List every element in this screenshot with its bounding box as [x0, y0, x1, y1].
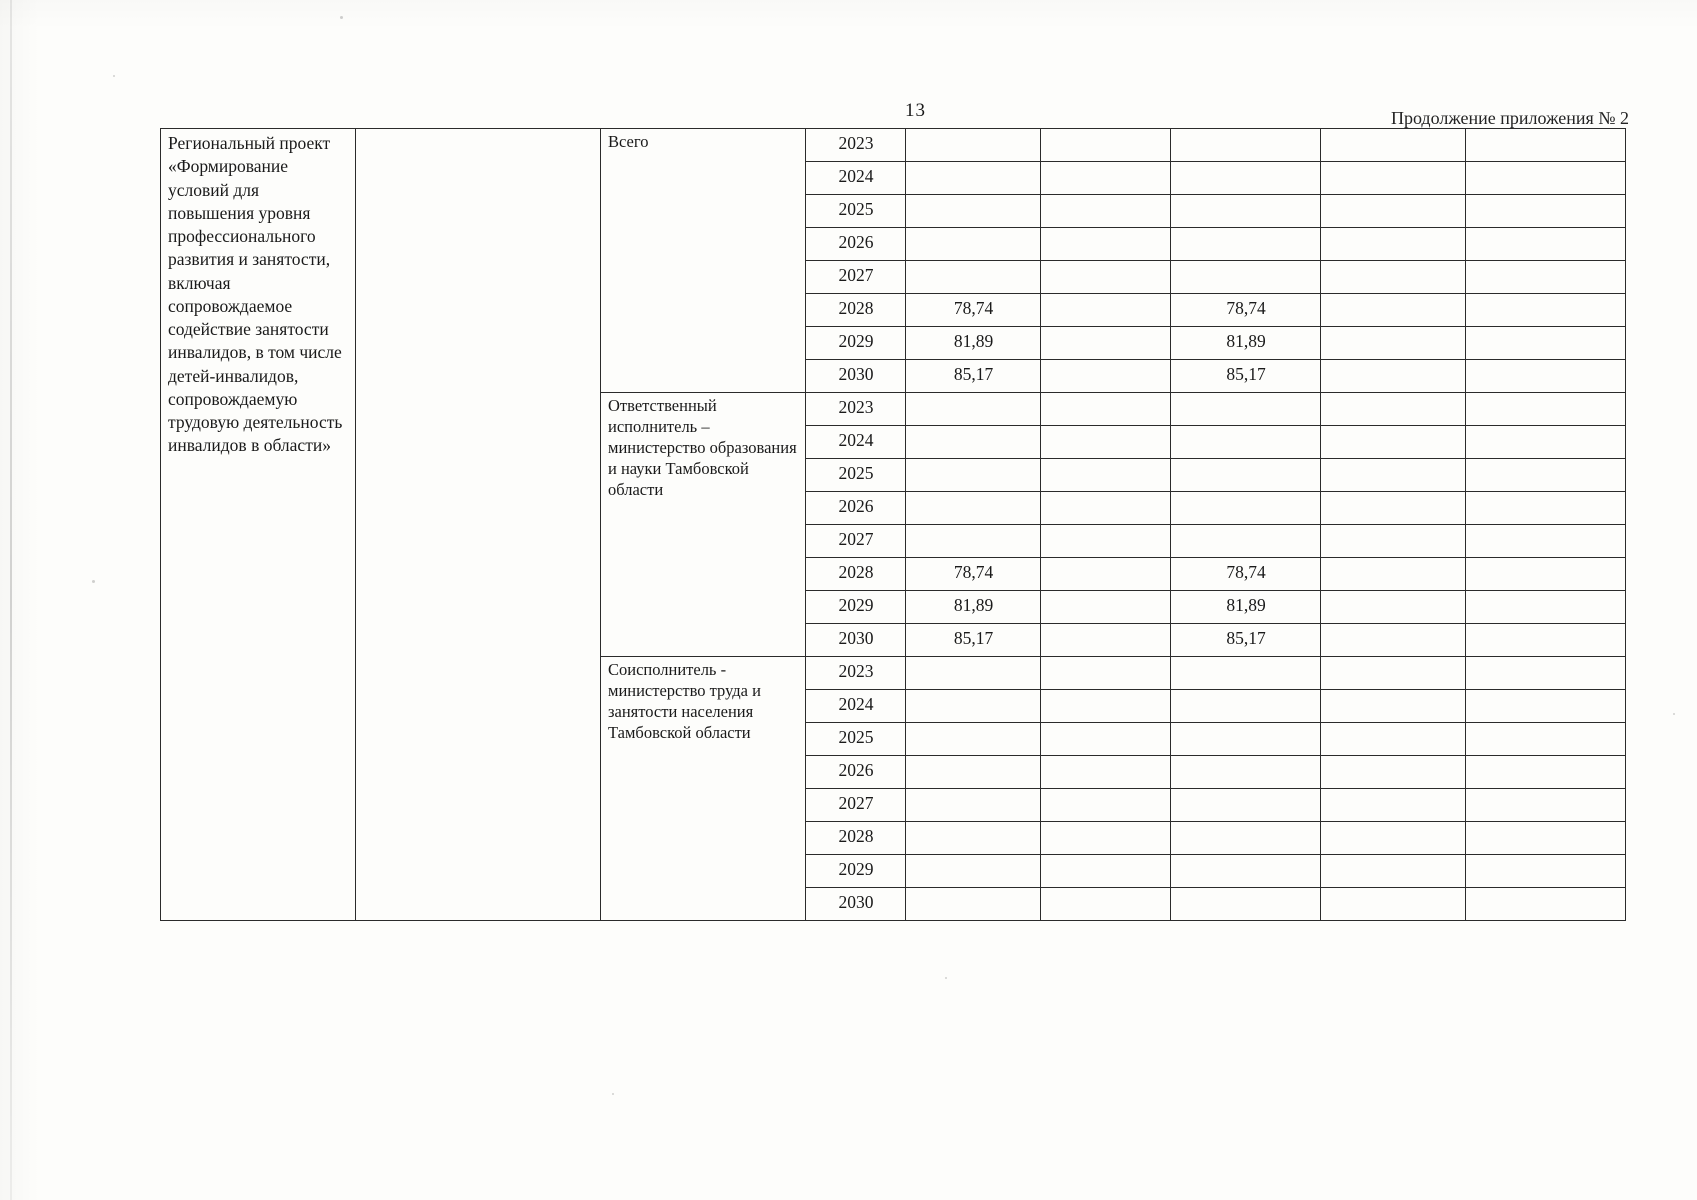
value-cell-3: [1171, 822, 1321, 855]
value-cell-2: [1041, 360, 1171, 393]
scan-speck: [340, 16, 343, 19]
value-cell-4: [1321, 459, 1466, 492]
budget-table-container: [160, 128, 1625, 921]
scan-edge-artifact: [10, 0, 12, 1200]
value-cell-1: [906, 723, 1041, 756]
value-cell-3: 78,74: [1171, 294, 1321, 327]
scan-speck: [113, 75, 115, 77]
value-cell-4: [1321, 228, 1466, 261]
year-cell: 2024: [806, 690, 906, 723]
value-cell-4: [1321, 261, 1466, 294]
executor-cell-responsible: [601, 393, 806, 657]
year-cell: 2025: [806, 723, 906, 756]
value-cell-3: [1171, 195, 1321, 228]
value-cell-1: 78,74: [906, 294, 1041, 327]
value-cell-1: [906, 657, 1041, 690]
scan-speck: [92, 580, 95, 583]
value-cell-5: [1466, 756, 1626, 789]
value-cell-3: [1171, 525, 1321, 558]
value-cell-2: [1041, 393, 1171, 426]
value-cell-4: [1321, 624, 1466, 657]
value-cell-4: [1321, 195, 1466, 228]
value-cell-2: [1041, 327, 1171, 360]
year-cell: 2025: [806, 195, 906, 228]
year-cell: 2026: [806, 492, 906, 525]
table-row: [161, 129, 1626, 162]
value-cell-4: [1321, 756, 1466, 789]
value-cell-3: [1171, 855, 1321, 888]
project-name-text: Региональный проект «Формирование условий для повышения уровня профессионального развития и занятости, включая сопровождаемое содействие занятости инвалидов, в том числе детей-инвалидов, сопровождаемую трудовую деятельность инвалидов в области»: [168, 133, 343, 456]
value-cell-2: [1041, 459, 1171, 492]
value-cell-4: [1321, 558, 1466, 591]
scan-speck: [1673, 713, 1675, 715]
executor-label: Ответственный исполнитель – министерство образования и науки Тамбовской области: [608, 396, 797, 499]
year-cell: 2024: [806, 162, 906, 195]
table-body: [161, 129, 1626, 921]
value-cell-5: [1466, 129, 1626, 162]
value-cell-2: [1041, 822, 1171, 855]
year-cell: 2029: [806, 591, 906, 624]
year-cell: 2030: [806, 360, 906, 393]
value-cell-1: [906, 492, 1041, 525]
scan-speck: [945, 977, 947, 979]
value-cell-1: 81,89: [906, 327, 1041, 360]
value-cell-2: [1041, 426, 1171, 459]
value-cell-3: [1171, 756, 1321, 789]
value-cell-4: [1321, 657, 1466, 690]
year-cell: 2030: [806, 624, 906, 657]
value-cell-2: [1041, 195, 1171, 228]
value-cell-1: 81,89: [906, 591, 1041, 624]
value-cell-3: [1171, 888, 1321, 921]
year-cell: 2029: [806, 855, 906, 888]
value-cell-3: [1171, 162, 1321, 195]
value-cell-1: [906, 690, 1041, 723]
value-cell-5: [1466, 426, 1626, 459]
value-cell-2: [1041, 756, 1171, 789]
value-cell-2: [1041, 129, 1171, 162]
year-cell: 2028: [806, 558, 906, 591]
value-cell-5: [1466, 822, 1626, 855]
value-cell-3: 81,89: [1171, 327, 1321, 360]
year-cell: 2027: [806, 789, 906, 822]
value-cell-5: [1466, 294, 1626, 327]
value-cell-1: [906, 195, 1041, 228]
value-cell-3: [1171, 261, 1321, 294]
value-cell-3: [1171, 690, 1321, 723]
value-cell-1: [906, 459, 1041, 492]
value-cell-4: [1321, 525, 1466, 558]
value-cell-3: [1171, 492, 1321, 525]
value-cell-4: [1321, 162, 1466, 195]
scan-speck: [612, 1093, 614, 1095]
year-cell: 2026: [806, 756, 906, 789]
value-cell-4: [1321, 294, 1466, 327]
page-number: 13: [905, 100, 926, 121]
value-cell-5: [1466, 690, 1626, 723]
value-cell-5: [1466, 459, 1626, 492]
value-cell-1: [906, 228, 1041, 261]
value-cell-3: 85,17: [1171, 360, 1321, 393]
value-cell-1: 85,17: [906, 624, 1041, 657]
value-cell-2: [1041, 591, 1171, 624]
value-cell-2: [1041, 261, 1171, 294]
year-cell: 2027: [806, 525, 906, 558]
value-cell-5: [1466, 657, 1626, 690]
value-cell-2: [1041, 888, 1171, 921]
value-cell-4: [1321, 855, 1466, 888]
value-cell-3: [1171, 459, 1321, 492]
executor-cell-coexecutor: [601, 657, 806, 921]
value-cell-5: [1466, 591, 1626, 624]
value-cell-3: [1171, 393, 1321, 426]
value-cell-1: 85,17: [906, 360, 1041, 393]
value-cell-1: [906, 393, 1041, 426]
year-cell: 2023: [806, 393, 906, 426]
executor-label: Всего: [608, 132, 649, 151]
value-cell-3: [1171, 426, 1321, 459]
value-cell-4: [1321, 690, 1466, 723]
value-cell-5: [1466, 789, 1626, 822]
value-cell-5: [1466, 261, 1626, 294]
year-cell: 2023: [806, 129, 906, 162]
value-cell-2: [1041, 789, 1171, 822]
value-cell-2: [1041, 525, 1171, 558]
value-cell-2: [1041, 657, 1171, 690]
value-cell-1: [906, 129, 1041, 162]
value-cell-4: [1321, 129, 1466, 162]
value-cell-4: [1321, 888, 1466, 921]
value-cell-4: [1321, 360, 1466, 393]
value-cell-2: [1041, 228, 1171, 261]
value-cell-5: [1466, 624, 1626, 657]
year-cell: 2026: [806, 228, 906, 261]
value-cell-2: [1041, 162, 1171, 195]
value-cell-5: [1466, 393, 1626, 426]
value-cell-4: [1321, 822, 1466, 855]
value-cell-4: [1321, 591, 1466, 624]
value-cell-2: [1041, 492, 1171, 525]
year-cell: 2025: [806, 459, 906, 492]
value-cell-3: [1171, 723, 1321, 756]
year-cell: 2028: [806, 822, 906, 855]
value-cell-3: [1171, 129, 1321, 162]
value-cell-2: [1041, 690, 1171, 723]
value-cell-2: [1041, 294, 1171, 327]
value-cell-5: [1466, 525, 1626, 558]
value-cell-1: [906, 756, 1041, 789]
value-cell-1: [906, 426, 1041, 459]
value-cell-2: [1041, 558, 1171, 591]
value-cell-1: [906, 855, 1041, 888]
value-cell-3: [1171, 789, 1321, 822]
value-cell-4: [1321, 426, 1466, 459]
value-cell-4: [1321, 327, 1466, 360]
value-cell-4: [1321, 393, 1466, 426]
value-cell-1: 78,74: [906, 558, 1041, 591]
value-cell-3: 81,89: [1171, 591, 1321, 624]
continuation-note: Продолжение приложения № 2: [1390, 108, 1629, 128]
value-cell-2: [1041, 855, 1171, 888]
value-cell-5: [1466, 492, 1626, 525]
value-cell-1: [906, 822, 1041, 855]
value-cell-4: [1321, 723, 1466, 756]
value-cell-5: [1466, 558, 1626, 591]
executor-cell-total: [601, 129, 806, 393]
value-cell-3: 78,74: [1171, 558, 1321, 591]
value-cell-3: 85,17: [1171, 624, 1321, 657]
blank-cell: [356, 129, 601, 921]
value-cell-4: [1321, 492, 1466, 525]
value-cell-5: [1466, 855, 1626, 888]
value-cell-1: [906, 162, 1041, 195]
value-cell-2: [1041, 723, 1171, 756]
project-name-cell: [161, 129, 356, 921]
year-cell: 2029: [806, 327, 906, 360]
value-cell-5: [1466, 228, 1626, 261]
budget-table: [160, 128, 1626, 921]
value-cell-5: [1466, 327, 1626, 360]
value-cell-1: [906, 261, 1041, 294]
year-cell: 2030: [806, 888, 906, 921]
executor-label: Соисполнитель - министерство труда и занятости населения Тамбовской области: [608, 660, 761, 742]
value-cell-4: [1321, 789, 1466, 822]
value-cell-5: [1466, 723, 1626, 756]
year-cell: 2024: [806, 426, 906, 459]
year-cell: 2027: [806, 261, 906, 294]
value-cell-1: [906, 525, 1041, 558]
value-cell-1: [906, 888, 1041, 921]
value-cell-3: [1171, 657, 1321, 690]
value-cell-2: [1041, 624, 1171, 657]
value-cell-1: [906, 789, 1041, 822]
value-cell-5: [1466, 360, 1626, 393]
value-cell-5: [1466, 195, 1626, 228]
year-cell: 2023: [806, 657, 906, 690]
value-cell-5: [1466, 162, 1626, 195]
value-cell-5: [1466, 888, 1626, 921]
value-cell-3: [1171, 228, 1321, 261]
year-cell: 2028: [806, 294, 906, 327]
